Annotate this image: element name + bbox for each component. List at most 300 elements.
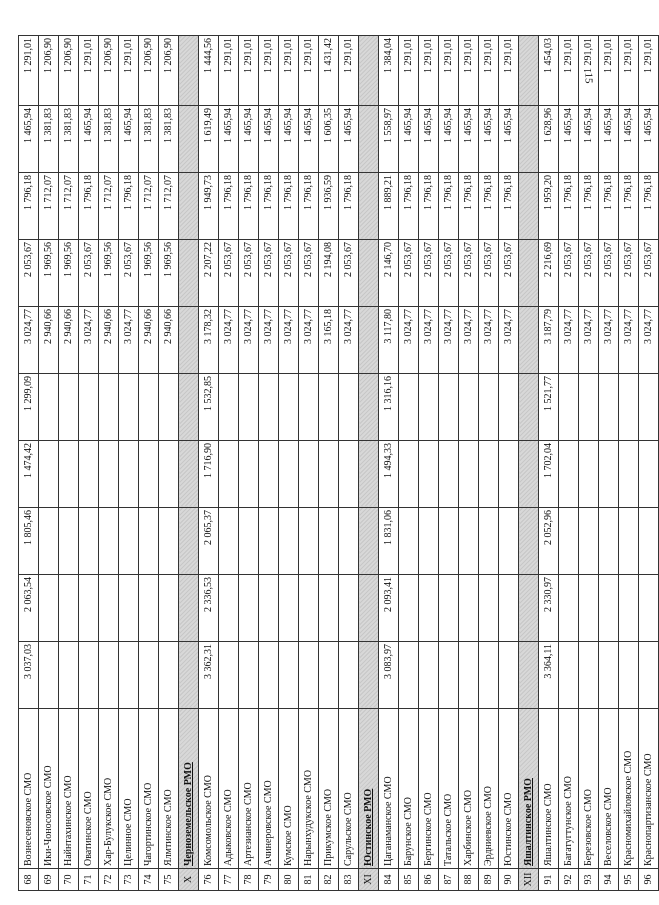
row-number: 85 <box>399 869 419 891</box>
value-cell: 1 606,35 <box>319 106 339 173</box>
table-row <box>419 36 439 891</box>
municipality-name: Артезианское СМО <box>239 709 259 869</box>
value-cell <box>59 642 79 709</box>
value-cell <box>519 240 539 307</box>
value-cell <box>399 441 419 508</box>
value-cell: 2 053,67 <box>419 240 439 307</box>
value-cell <box>559 508 579 575</box>
value-cell: 1 316,16 <box>379 374 399 441</box>
value-cell <box>339 441 359 508</box>
value-cell: 1 465,94 <box>219 106 239 173</box>
value-cell: 1 465,94 <box>419 106 439 173</box>
value-cell <box>179 36 199 106</box>
value-cell <box>79 508 99 575</box>
value-cell: 1 431,42 <box>319 36 339 106</box>
value-cell: 3 037,03 <box>19 642 39 709</box>
value-cell <box>239 374 259 441</box>
value-cell: 1 465,94 <box>299 106 319 173</box>
value-cell: 3 024,77 <box>399 307 419 374</box>
value-cell <box>519 508 539 575</box>
value-cell: 1 796,18 <box>279 173 299 240</box>
value-cell <box>39 642 59 709</box>
value-cell <box>339 508 359 575</box>
value-cell: 1 381,83 <box>139 106 159 173</box>
value-cell: 1 889,21 <box>379 173 399 240</box>
value-cell: 2 053,67 <box>459 240 479 307</box>
value-cell: 1 291,01 <box>219 36 239 106</box>
value-cell: 1 796,18 <box>599 173 619 240</box>
value-cell: 1 206,90 <box>39 36 59 106</box>
value-cell: 1 796,18 <box>79 173 99 240</box>
row-number: 78 <box>239 869 259 891</box>
value-cell: 1 465,94 <box>19 106 39 173</box>
value-cell <box>339 642 359 709</box>
value-cell: 3 364,11 <box>539 642 559 709</box>
value-cell: 3 024,77 <box>579 307 599 374</box>
value-cell <box>79 441 99 508</box>
value-cell: 1 796,18 <box>219 173 239 240</box>
value-cell: 1 796,18 <box>579 173 599 240</box>
value-cell: 2 053,67 <box>279 240 299 307</box>
value-cell <box>159 642 179 709</box>
value-cell: 1 465,94 <box>599 106 619 173</box>
value-cell: 2 053,67 <box>239 240 259 307</box>
value-cell <box>239 642 259 709</box>
value-cell <box>319 642 339 709</box>
value-cell: 1 796,18 <box>619 173 639 240</box>
value-cell <box>159 575 179 642</box>
value-cell <box>359 642 379 709</box>
value-cell <box>519 106 539 173</box>
value-cell <box>479 508 499 575</box>
municipality-name: Веселовское СМО <box>599 709 619 869</box>
row-number: 76 <box>199 869 219 891</box>
value-cell <box>179 508 199 575</box>
value-cell <box>419 441 439 508</box>
value-cell: 2 216,69 <box>539 240 559 307</box>
value-cell <box>259 441 279 508</box>
value-cell: 1 969,56 <box>39 240 59 307</box>
value-cell: 2 940,66 <box>39 307 59 374</box>
value-cell <box>519 36 539 106</box>
value-cell: 1 969,56 <box>99 240 119 307</box>
municipality-name: Яшалтинское РМО <box>519 709 539 869</box>
value-cell <box>139 374 159 441</box>
value-cell: 1 291,01 <box>119 36 139 106</box>
value-cell <box>359 307 379 374</box>
municipality-name: Ялмтинское СМО <box>159 709 179 869</box>
value-cell <box>479 374 499 441</box>
value-cell: 3 024,77 <box>419 307 439 374</box>
value-cell: 1 716,90 <box>199 441 219 508</box>
municipality-name: Бергинское СМО <box>419 709 439 869</box>
municipality-name: Чагортинское СМО <box>139 709 159 869</box>
value-cell: 1 291,01 <box>439 36 459 106</box>
value-cell: 1 796,18 <box>439 173 459 240</box>
value-cell <box>59 508 79 575</box>
rotated-table-container <box>18 36 654 891</box>
value-cell <box>119 642 139 709</box>
value-cell <box>339 575 359 642</box>
value-cell <box>599 374 619 441</box>
value-cell: 1 465,94 <box>439 106 459 173</box>
table-row <box>59 36 79 891</box>
value-cell: 1 291,01 <box>639 36 659 106</box>
value-cell: 3 024,77 <box>339 307 359 374</box>
value-cell: 3 117,80 <box>379 307 399 374</box>
value-cell: 1 206,90 <box>99 36 119 106</box>
table-row <box>559 36 579 891</box>
value-cell: 2 053,67 <box>399 240 419 307</box>
value-cell: 2 940,66 <box>59 307 79 374</box>
value-cell <box>359 575 379 642</box>
value-cell: 1 291,01 <box>579 36 599 106</box>
value-cell <box>279 441 299 508</box>
value-cell: 1 969,56 <box>159 240 179 307</box>
value-cell <box>579 642 599 709</box>
value-cell <box>99 642 119 709</box>
value-cell: 2 053,67 <box>619 240 639 307</box>
value-cell <box>279 575 299 642</box>
row-number: 83 <box>339 869 359 891</box>
value-cell <box>599 508 619 575</box>
value-cell: 3 024,77 <box>619 307 639 374</box>
municipality-name: Юстинское РМО <box>359 709 379 869</box>
row-number: 75 <box>159 869 179 891</box>
table-row <box>619 36 639 891</box>
value-cell <box>559 374 579 441</box>
value-cell: 1 465,94 <box>279 106 299 173</box>
table-row <box>319 36 339 891</box>
value-cell: 1 712,07 <box>159 173 179 240</box>
municipality-name: Багатугтунское СМО <box>559 709 579 869</box>
value-cell <box>319 508 339 575</box>
value-cell: 1 206,90 <box>139 36 159 106</box>
value-cell: 1 291,01 <box>499 36 519 106</box>
value-cell: 1 712,07 <box>59 173 79 240</box>
municipality-name: Яшалтинское СМО <box>539 709 559 869</box>
value-cell: 1 796,18 <box>499 173 519 240</box>
value-cell <box>639 575 659 642</box>
value-cell <box>139 575 159 642</box>
value-cell: 1 291,01 <box>279 36 299 106</box>
table-row <box>479 36 499 891</box>
value-cell: 1 558,97 <box>379 106 399 173</box>
value-cell: 1 796,18 <box>19 173 39 240</box>
value-cell <box>479 642 499 709</box>
value-cell <box>519 642 539 709</box>
value-cell <box>419 575 439 642</box>
value-cell: 1 465,94 <box>239 106 259 173</box>
row-number: 91 <box>539 869 559 891</box>
municipality-name: Кумское СМО <box>279 709 299 869</box>
municipality-name: Цаганаманское СМО <box>379 709 399 869</box>
value-cell: 1 936,59 <box>319 173 339 240</box>
value-cell: 1 532,85 <box>199 374 219 441</box>
value-cell <box>619 575 639 642</box>
table-row <box>139 36 159 891</box>
row-number: 74 <box>139 869 159 891</box>
table-row <box>19 36 39 891</box>
row-number: 69 <box>39 869 59 891</box>
value-cell <box>439 508 459 575</box>
value-cell <box>579 441 599 508</box>
value-cell: 1 712,07 <box>39 173 59 240</box>
table-row <box>99 36 119 891</box>
row-number: XI <box>359 869 379 891</box>
value-cell: 1 444,56 <box>199 36 219 106</box>
table-row <box>279 36 299 891</box>
municipality-name: Прикумское СМО <box>319 709 339 869</box>
value-cell <box>459 374 479 441</box>
value-cell: 1 521,77 <box>539 374 559 441</box>
value-cell: 1 465,94 <box>339 106 359 173</box>
value-cell: 3 024,77 <box>459 307 479 374</box>
value-cell <box>299 508 319 575</box>
row-number: 87 <box>439 869 459 891</box>
value-cell: 3 187,79 <box>539 307 559 374</box>
value-cell: 3 024,77 <box>439 307 459 374</box>
value-cell <box>139 642 159 709</box>
value-cell <box>139 441 159 508</box>
value-cell <box>139 508 159 575</box>
table-body <box>19 36 659 891</box>
table-row <box>539 36 559 891</box>
municipality-name: Комсомольское СМО <box>199 709 219 869</box>
value-cell: 3 024,77 <box>279 307 299 374</box>
value-cell <box>359 508 379 575</box>
table-row <box>159 36 179 891</box>
municipality-name: Нарынхудукское СМО <box>299 709 319 869</box>
value-cell: 2 053,67 <box>599 240 619 307</box>
value-cell <box>319 441 339 508</box>
value-cell: 1 291,01 <box>419 36 439 106</box>
value-cell <box>599 441 619 508</box>
value-cell <box>39 374 59 441</box>
value-cell: 2 053,67 <box>479 240 499 307</box>
value-cell: 2 940,66 <box>139 307 159 374</box>
value-cell <box>39 441 59 508</box>
value-cell <box>439 374 459 441</box>
municipality-name: Сарульское СМО <box>339 709 359 869</box>
page-number: 15 <box>582 72 595 84</box>
value-cell: 3 024,77 <box>239 307 259 374</box>
table-row <box>399 36 419 891</box>
value-cell: 3 178,32 <box>199 307 219 374</box>
value-cell: 1 465,94 <box>259 106 279 173</box>
row-number: 81 <box>299 869 319 891</box>
table-row <box>259 36 279 891</box>
value-cell <box>459 441 479 508</box>
table-row <box>379 36 399 891</box>
value-cell <box>319 575 339 642</box>
value-cell <box>179 441 199 508</box>
value-cell <box>359 374 379 441</box>
value-cell: 1 465,94 <box>119 106 139 173</box>
value-cell: 3 024,77 <box>499 307 519 374</box>
value-cell: 2 940,66 <box>99 307 119 374</box>
value-cell <box>179 173 199 240</box>
municipality-name: Вознесеновское СМО <box>19 709 39 869</box>
value-cell: 1 381,83 <box>159 106 179 173</box>
value-cell <box>179 307 199 374</box>
table-row <box>499 36 519 891</box>
municipality-name: Ачинеровское СМО <box>259 709 279 869</box>
tariff-table <box>18 35 659 891</box>
row-number: 90 <box>499 869 519 891</box>
row-number: 94 <box>599 869 619 891</box>
value-cell <box>79 642 99 709</box>
value-cell <box>459 642 479 709</box>
value-cell <box>79 575 99 642</box>
value-cell: 1 465,94 <box>499 106 519 173</box>
value-cell <box>279 642 299 709</box>
value-cell: 3 024,77 <box>479 307 499 374</box>
value-cell: 3 024,77 <box>259 307 279 374</box>
value-cell: 1 628,96 <box>539 106 559 173</box>
value-cell <box>159 508 179 575</box>
value-cell <box>179 106 199 173</box>
value-cell: 3 024,77 <box>219 307 239 374</box>
value-cell: 3 024,77 <box>119 307 139 374</box>
value-cell: 1 619,49 <box>199 106 219 173</box>
value-cell <box>499 508 519 575</box>
value-cell: 1 796,18 <box>399 173 419 240</box>
value-cell <box>299 374 319 441</box>
value-cell <box>59 374 79 441</box>
value-cell <box>119 374 139 441</box>
row-number: 84 <box>379 869 399 891</box>
value-cell: 1 381,83 <box>39 106 59 173</box>
value-cell: 1 465,94 <box>579 106 599 173</box>
value-cell: 2 053,67 <box>219 240 239 307</box>
value-cell <box>79 374 99 441</box>
value-cell: 1 384,04 <box>379 36 399 106</box>
value-cell <box>459 508 479 575</box>
value-cell <box>419 508 439 575</box>
value-cell: 1 959,20 <box>539 173 559 240</box>
value-cell: 1 291,01 <box>239 36 259 106</box>
value-cell: 1 494,33 <box>379 441 399 508</box>
value-cell <box>39 508 59 575</box>
value-cell: 2 053,67 <box>19 240 39 307</box>
row-number: 77 <box>219 869 239 891</box>
value-cell <box>399 575 419 642</box>
row-number: 79 <box>259 869 279 891</box>
value-cell: 3 024,77 <box>299 307 319 374</box>
table-row <box>459 36 479 891</box>
table-row <box>639 36 659 891</box>
municipality-name: Черноземельское РМО <box>179 709 199 869</box>
row-number: 86 <box>419 869 439 891</box>
table-row <box>439 36 459 891</box>
value-cell <box>99 575 119 642</box>
table-row <box>339 36 359 891</box>
value-cell <box>519 575 539 642</box>
value-cell <box>159 441 179 508</box>
value-cell <box>99 374 119 441</box>
value-cell: 1 454,03 <box>539 36 559 106</box>
value-cell <box>599 575 619 642</box>
municipality-name: Эрдниевское СМО <box>479 709 499 869</box>
value-cell <box>119 441 139 508</box>
table-row <box>579 36 599 891</box>
value-cell: 3 024,77 <box>559 307 579 374</box>
value-cell: 1 291,01 <box>19 36 39 106</box>
value-cell <box>359 441 379 508</box>
value-cell: 1 465,94 <box>559 106 579 173</box>
municipality-name: Барунское СМО <box>399 709 419 869</box>
value-cell: 1 291,01 <box>299 36 319 106</box>
value-cell <box>579 374 599 441</box>
municipality-name: Оватинское СМО <box>79 709 99 869</box>
value-cell <box>179 240 199 307</box>
table-row <box>199 36 219 891</box>
value-cell <box>159 374 179 441</box>
row-number: 82 <box>319 869 339 891</box>
row-number: 92 <box>559 869 579 891</box>
municipality-name: Красномихайловское СМО <box>619 709 639 869</box>
value-cell: 1 805,46 <box>19 508 39 575</box>
value-cell: 1 291,01 <box>559 36 579 106</box>
value-cell <box>619 508 639 575</box>
value-cell: 1 949,73 <box>199 173 219 240</box>
value-cell: 2 194,08 <box>319 240 339 307</box>
value-cell <box>279 508 299 575</box>
value-cell: 1 291,01 <box>619 36 639 106</box>
value-cell: 3 362,31 <box>199 642 219 709</box>
row-number: 93 <box>579 869 599 891</box>
value-cell <box>479 441 499 508</box>
value-cell: 1 796,18 <box>559 173 579 240</box>
value-cell <box>499 575 519 642</box>
value-cell: 2 207,22 <box>199 240 219 307</box>
value-cell: 1 796,18 <box>639 173 659 240</box>
row-number: 80 <box>279 869 299 891</box>
value-cell: 1 796,18 <box>419 173 439 240</box>
value-cell: 2 093,41 <box>379 575 399 642</box>
table-row <box>299 36 319 891</box>
value-cell: 1 969,56 <box>139 240 159 307</box>
value-cell <box>639 642 659 709</box>
value-cell <box>259 575 279 642</box>
value-cell <box>119 575 139 642</box>
table-row <box>239 36 259 891</box>
value-cell <box>299 642 319 709</box>
municipality-name: Адыковское СМО <box>219 709 239 869</box>
value-cell: 1 465,94 <box>639 106 659 173</box>
value-cell: 3 024,77 <box>79 307 99 374</box>
value-cell <box>359 173 379 240</box>
value-cell <box>519 173 539 240</box>
row-number: X <box>179 869 199 891</box>
row-number: XII <box>519 869 539 891</box>
row-number: 73 <box>119 869 139 891</box>
value-cell <box>399 642 419 709</box>
value-cell: 3 024,77 <box>19 307 39 374</box>
value-cell: 2 336,53 <box>199 575 219 642</box>
value-cell: 1 291,01 <box>479 36 499 106</box>
municipality-name: Краснопартизанское СМО <box>639 709 659 869</box>
value-cell: 2 053,67 <box>559 240 579 307</box>
value-cell: 2 052,96 <box>539 508 559 575</box>
table-row <box>79 36 99 891</box>
value-cell: 1 831,06 <box>379 508 399 575</box>
value-cell <box>239 575 259 642</box>
value-cell: 2 063,54 <box>19 575 39 642</box>
value-cell <box>559 642 579 709</box>
value-cell <box>619 441 639 508</box>
